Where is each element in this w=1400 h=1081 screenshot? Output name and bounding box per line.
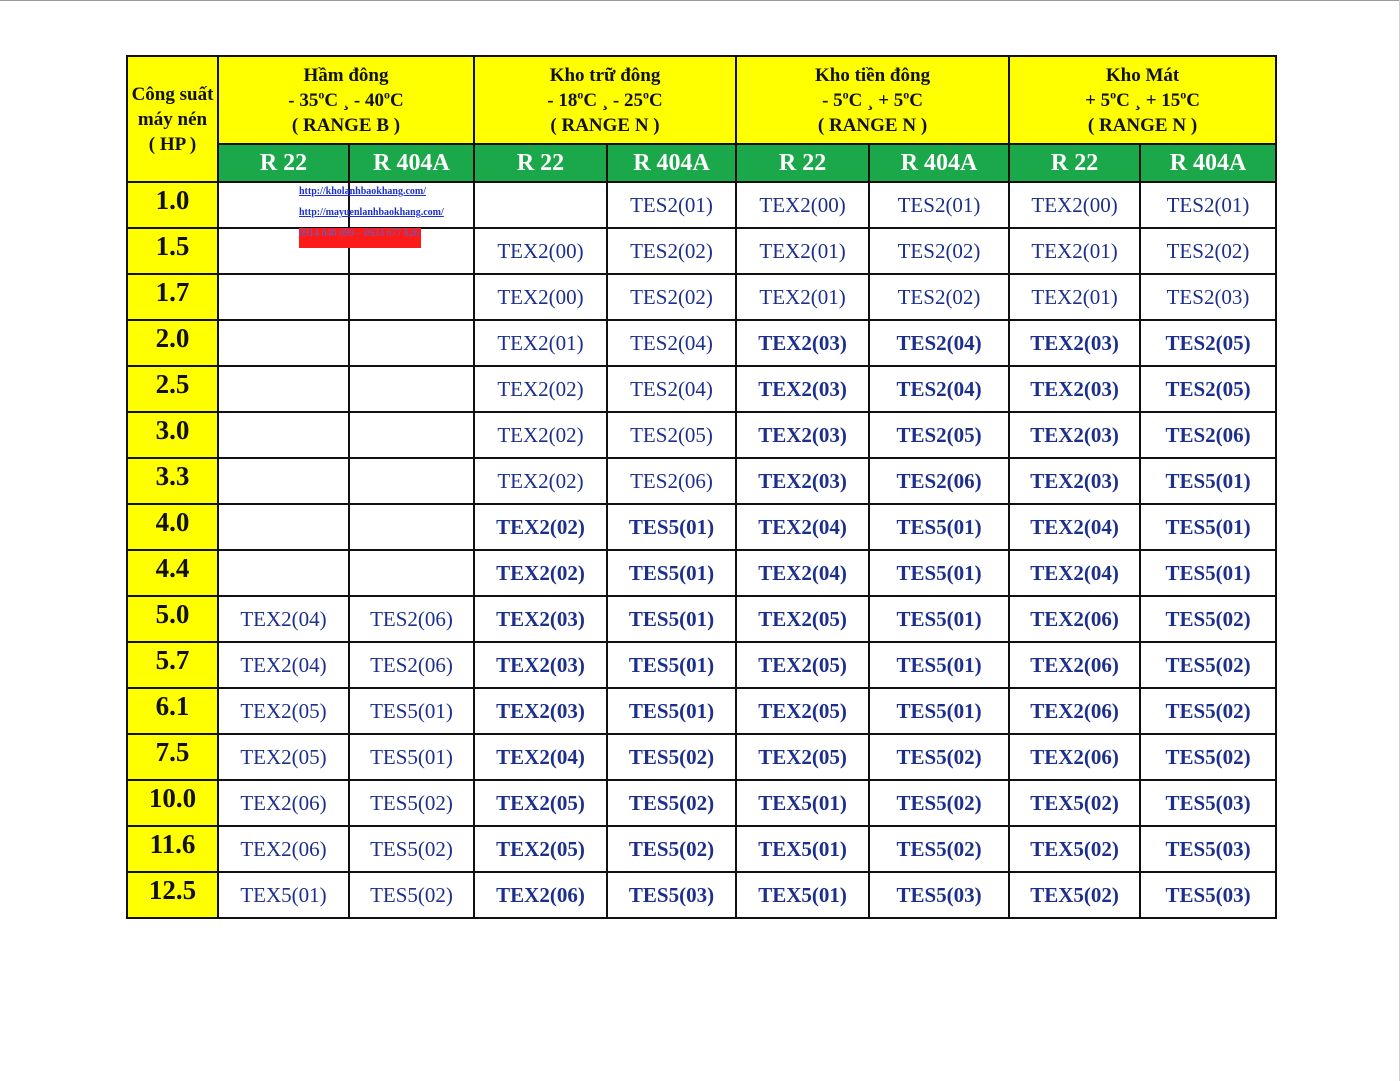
zone-name: Kho trữ đông xyxy=(549,64,661,86)
capacity-cell: 5.0 xyxy=(127,596,218,642)
valve-cell: TES5(02) xyxy=(349,872,474,918)
valve-cell xyxy=(218,412,349,458)
zone-range: ( RANGE N ) xyxy=(550,114,660,136)
valve-cell: TES5(01) xyxy=(869,596,1009,642)
valve-cell: TES5(03) xyxy=(607,872,736,918)
valve-cell xyxy=(349,320,474,366)
valve-cell: TEX5(01) xyxy=(218,872,349,918)
capacity-cell: 2.0 xyxy=(127,320,218,366)
zone-header xyxy=(218,56,474,144)
valve-cell: TEX5(02) xyxy=(1009,780,1140,826)
valve-cell xyxy=(218,504,349,550)
valve-cell: TES5(02) xyxy=(1140,596,1276,642)
valve-cell: TEX2(04) xyxy=(218,596,349,642)
valve-cell xyxy=(349,412,474,458)
capacity-cell: 3.0 xyxy=(127,412,218,458)
valve-cell: TEX2(01) xyxy=(1009,228,1140,274)
valve-cell: TEX2(03) xyxy=(736,320,869,366)
valve-cell: TES5(02) xyxy=(607,826,736,872)
valve-cell: TES2(05) xyxy=(607,412,736,458)
valve-cell: TEX2(02) xyxy=(474,366,607,412)
capacity-cell: 5.7 xyxy=(127,642,218,688)
valve-cell: TES5(01) xyxy=(349,688,474,734)
capacity-cell: 4.0 xyxy=(127,504,218,550)
valve-cell: TES5(02) xyxy=(869,826,1009,872)
valve-cell: TES5(01) xyxy=(607,596,736,642)
zone-header xyxy=(736,56,1009,144)
zone-temperature: - 35$^o$C ¸ - 40$^o$C xyxy=(288,87,404,111)
valve-cell: TES2(06) xyxy=(349,596,474,642)
capacity-cell: 7.5 xyxy=(127,734,218,780)
valve-cell: TES5(03) xyxy=(1140,780,1276,826)
valve-cell: TES2(06) xyxy=(869,458,1009,504)
valve-cell: TEX2(01) xyxy=(736,228,869,274)
valve-cell: TEX2(00) xyxy=(474,228,607,274)
capacity-header-line: ( HP ) xyxy=(148,133,197,155)
valve-cell: TEX2(06) xyxy=(218,826,349,872)
valve-cell xyxy=(474,182,607,228)
table-row xyxy=(127,734,1276,780)
valve-cell: TEX2(03) xyxy=(1009,458,1140,504)
zone-temperature: - 18$^o$C ¸ - 25$^o$C xyxy=(547,87,663,111)
valve-cell: TES2(03) xyxy=(1140,274,1276,320)
valve-cell: TEX2(04) xyxy=(736,504,869,550)
valve-cell: TEX5(01) xyxy=(736,826,869,872)
valve-cell: TEX2(01) xyxy=(474,320,607,366)
valve-cell: TES5(01) xyxy=(607,688,736,734)
table-body xyxy=(127,182,1276,918)
valve-cell: TES5(02) xyxy=(607,780,736,826)
valve-cell: TEX2(03) xyxy=(1009,320,1140,366)
valve-cell: TES5(02) xyxy=(349,780,474,826)
valve-cell xyxy=(349,274,474,320)
website-link-1[interactable]: http://kholanhbaokhang.com/ xyxy=(299,186,426,197)
zone-temperature: - 5$^o$C ¸ + $5^oC$ xyxy=(822,87,923,111)
capacity-cell: 1.0 xyxy=(127,182,218,228)
valve-cell: TEX2(03) xyxy=(474,596,607,642)
valve-cell xyxy=(218,550,349,596)
valve-cell: TEX2(06) xyxy=(1009,688,1140,734)
valve-cell: TES5(03) xyxy=(1140,872,1276,918)
zone-temperature: + $5^oC$ ¸ + $15^oC$ xyxy=(1085,87,1200,111)
valve-cell: TEX2(03) xyxy=(474,642,607,688)
capacity-header-line: máy nén xyxy=(137,108,208,130)
valve-cell: TEX2(05) xyxy=(736,642,869,688)
valve-cell: TEX2(02) xyxy=(474,504,607,550)
refrigerant-header: R 404A xyxy=(349,144,474,182)
valve-cell: TEX2(03) xyxy=(736,458,869,504)
valve-cell: TES2(02) xyxy=(607,274,736,320)
capacity-cell: 11.6 xyxy=(127,826,218,872)
valve-cell: TES5(02) xyxy=(869,734,1009,780)
valve-cell: TEX2(05) xyxy=(474,780,607,826)
zone-name: Kho tiền đông xyxy=(814,64,931,86)
valve-cell: TES2(01) xyxy=(869,182,1009,228)
valve-cell: TEX2(03) xyxy=(736,412,869,458)
valve-cell: TES2(04) xyxy=(607,366,736,412)
table-row xyxy=(127,274,1276,320)
table-row xyxy=(127,642,1276,688)
table-row xyxy=(127,780,1276,826)
valve-cell xyxy=(349,504,474,550)
table-row xyxy=(127,366,1276,412)
valve-cell: TES5(02) xyxy=(349,826,474,872)
valve-cell: TES5(01) xyxy=(869,550,1009,596)
valve-cell: TES5(01) xyxy=(349,734,474,780)
zone-header xyxy=(1009,56,1276,144)
capacity-cell: 2.5 xyxy=(127,366,218,412)
valve-cell xyxy=(218,274,349,320)
valve-cell: TEX2(04) xyxy=(474,734,607,780)
capacity-cell: 12.5 xyxy=(127,872,218,918)
valve-cell: TES2(04) xyxy=(869,366,1009,412)
valve-cell: TES5(03) xyxy=(869,872,1009,918)
valve-cell: TES2(05) xyxy=(869,412,1009,458)
valve-cell xyxy=(349,458,474,504)
valve-cell: TES5(01) xyxy=(607,504,736,550)
valve-cell: TEX2(03) xyxy=(1009,366,1140,412)
valve-cell: TES5(01) xyxy=(869,642,1009,688)
valve-cell: TEX2(03) xyxy=(474,688,607,734)
valve-cell: TES5(02) xyxy=(1140,734,1276,780)
valve-cell: TEX2(00) xyxy=(1009,182,1140,228)
capacity-header-line: Công suất xyxy=(131,83,214,105)
valve-cell: TES5(01) xyxy=(607,550,736,596)
capacity-cell: 1.7 xyxy=(127,274,218,320)
refrigerant-header: R 22 xyxy=(474,144,607,182)
valve-cell: TES5(01) xyxy=(607,642,736,688)
valve-cell: TES2(05) xyxy=(1140,366,1276,412)
valve-cell: TEX5(01) xyxy=(736,872,869,918)
valve-cell: TES5(02) xyxy=(1140,642,1276,688)
valve-cell: TES2(02) xyxy=(869,228,1009,274)
valve-cell: TEX5(01) xyxy=(736,780,869,826)
valve-cell: TEX2(02) xyxy=(474,550,607,596)
valve-cell xyxy=(218,366,349,412)
valve-cell: TES2(06) xyxy=(607,458,736,504)
table-row xyxy=(127,458,1276,504)
watermark-overlay xyxy=(299,186,449,250)
table-row xyxy=(127,550,1276,596)
table-row xyxy=(127,320,1276,366)
valve-cell: TES2(04) xyxy=(869,320,1009,366)
valve-cell: TEX2(02) xyxy=(474,412,607,458)
valve-cell: TEX2(06) xyxy=(1009,734,1140,780)
capacity-header xyxy=(127,56,218,182)
capacity-cell: 10.0 xyxy=(127,780,218,826)
valve-cell: TES5(01) xyxy=(869,688,1009,734)
valve-cell: TES5(01) xyxy=(1140,504,1276,550)
valve-cell: TEX2(02) xyxy=(474,458,607,504)
refrigerant-header: R 404A xyxy=(607,144,736,182)
table-row xyxy=(127,826,1276,872)
table-row xyxy=(127,504,1276,550)
table-row xyxy=(127,412,1276,458)
page-top-border xyxy=(0,0,1400,1)
capacity-cell: 1.5 xyxy=(127,228,218,274)
valve-cell: TEX2(04) xyxy=(1009,550,1140,596)
valve-cell: TEX2(01) xyxy=(1009,274,1140,320)
valve-cell: TEX2(01) xyxy=(736,274,869,320)
zone-range: ( RANGE B ) xyxy=(291,114,401,136)
valve-cell: TES2(01) xyxy=(1140,182,1276,228)
capacity-cell: 3.3 xyxy=(127,458,218,504)
valve-cell: TEX2(04) xyxy=(736,550,869,596)
table-row xyxy=(127,688,1276,734)
valve-cell: TES2(06) xyxy=(349,642,474,688)
phone-banner: 0914 040 090 – 0933 677 826 xyxy=(299,228,421,248)
zone-header xyxy=(474,56,736,144)
valve-cell: TES5(01) xyxy=(1140,458,1276,504)
valve-cell: TES5(02) xyxy=(1140,688,1276,734)
valve-selection-table xyxy=(126,55,1277,919)
table-row xyxy=(127,872,1276,918)
valve-cell: TES5(01) xyxy=(869,504,1009,550)
valve-cell: TEX2(05) xyxy=(218,734,349,780)
zone-name: Kho Mát xyxy=(1105,64,1180,86)
valve-cell: TEX2(05) xyxy=(474,826,607,872)
valve-cell: TEX5(02) xyxy=(1009,826,1140,872)
valve-cell: TEX2(05) xyxy=(736,596,869,642)
valve-cell: TEX2(03) xyxy=(736,366,869,412)
valve-cell xyxy=(349,366,474,412)
valve-cell: TEX2(06) xyxy=(474,872,607,918)
valve-cell: TEX2(00) xyxy=(736,182,869,228)
zone-range: ( RANGE N ) xyxy=(817,114,928,136)
valve-cell: TES2(05) xyxy=(1140,320,1276,366)
valve-cell: TES5(01) xyxy=(1140,550,1276,596)
valve-cell: TEX2(05) xyxy=(218,688,349,734)
valve-cell: TES2(02) xyxy=(607,228,736,274)
table-row xyxy=(127,596,1276,642)
valve-cell: TEX2(06) xyxy=(1009,642,1140,688)
valve-cell xyxy=(218,320,349,366)
valve-cell: TES5(03) xyxy=(1140,826,1276,872)
valve-cell: TEX2(06) xyxy=(1009,596,1140,642)
valve-cell: TEX2(06) xyxy=(218,780,349,826)
valve-cell xyxy=(218,458,349,504)
valve-cell: TEX2(04) xyxy=(218,642,349,688)
valve-cell xyxy=(349,550,474,596)
valve-cell: TEX2(04) xyxy=(1009,504,1140,550)
valve-cell: TES2(06) xyxy=(1140,412,1276,458)
capacity-cell: 6.1 xyxy=(127,688,218,734)
valve-cell: TEX2(03) xyxy=(1009,412,1140,458)
refrigerant-header: R 22 xyxy=(736,144,869,182)
website-link-2[interactable]: http://mayuenlanhbaokhang.com/ xyxy=(299,207,444,218)
refrigerant-header: R 404A xyxy=(869,144,1009,182)
valve-cell: TES2(02) xyxy=(1140,228,1276,274)
capacity-cell: 4.4 xyxy=(127,550,218,596)
refrigerant-header: R 404A xyxy=(1140,144,1276,182)
zone-range: ( RANGE N ) xyxy=(1087,114,1198,136)
valve-cell: TES2(04) xyxy=(607,320,736,366)
zone-name: Hầm đông xyxy=(303,64,389,86)
refrigerant-header: R 22 xyxy=(1009,144,1140,182)
valve-cell: TES5(02) xyxy=(607,734,736,780)
valve-cell: TES2(02) xyxy=(869,274,1009,320)
valve-cell: TES5(02) xyxy=(869,780,1009,826)
valve-cell: TES2(01) xyxy=(607,182,736,228)
refrigerant-header: R 22 xyxy=(218,144,349,182)
valve-cell: TEX5(02) xyxy=(1009,872,1140,918)
valve-cell: TEX2(05) xyxy=(736,734,869,780)
valve-cell: TEX2(00) xyxy=(474,274,607,320)
valve-cell: TEX2(05) xyxy=(736,688,869,734)
